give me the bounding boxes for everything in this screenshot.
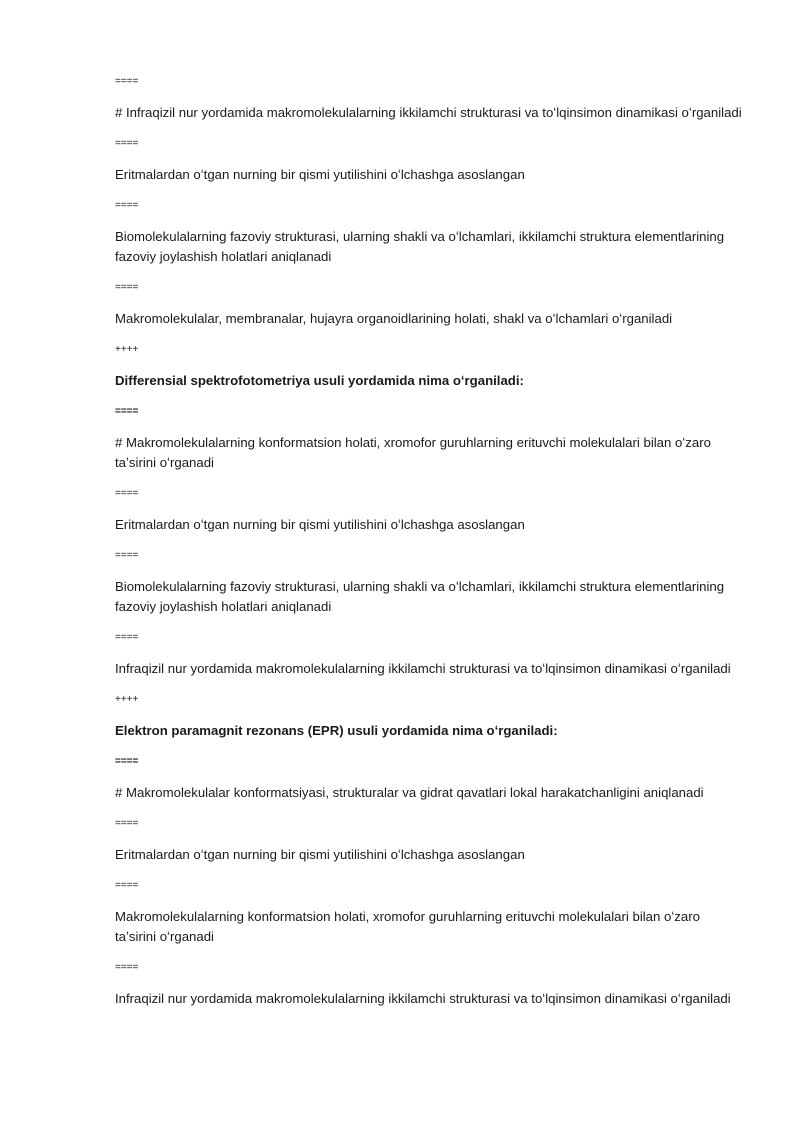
question-text: Elektron paramagnit rezonans (EPR) usuli yordamida nima oʻrganiladi: <box>115 723 558 738</box>
separator-line: ==== <box>115 632 139 643</box>
answer-option: Makromolekulalar, membranalar, hujayra organoidlarining holati, shakl va oʻlchamlari oʻrganiladi <box>115 311 673 326</box>
answer-option: Biomolekulalarning fazoviy strukturasi, ularning shakli va oʻlchamlari, ikkilamchi struktura elementlarining fazoviy joylashish holatlari aniqlanadi <box>115 579 725 614</box>
answer-option: Makromolekulalarning konformatsion holati, xromofor guruhlarning erituvchi molekulalari bilan oʻzaro taʼsirini oʻrganadi <box>115 909 700 944</box>
separator-line: ==== <box>115 550 139 561</box>
answer-option: Eritmalardan oʻtgan nurning bir qismi yutilishini oʻlchashga asoslangan <box>115 167 525 182</box>
answer-option: Eritmalardan oʻtgan nurning bir qismi yutilishini oʻlchashga asoslangan <box>115 847 525 862</box>
answer-option: Infraqizil nur yordamida makromolekulalarning ikkilamchi strukturasi va toʻlqinsimon dinamikasi oʻrganiladi <box>115 661 731 676</box>
separator-line: ==== <box>115 488 139 499</box>
separator-line: ==== <box>115 76 139 87</box>
answer-option: Eritmalardan oʻtgan nurning bir qismi yutilishini oʻlchashga asoslangan <box>115 517 525 532</box>
answer-option: Biomolekulalarning fazoviy strukturasi, ularning shakli va oʻlchamlari, ikkilamchi struktura elementlarining fazoviy joylashish holatlari aniqlanadi <box>115 229 725 264</box>
separator-line: ==== <box>115 200 139 211</box>
separator-line: ==== <box>115 756 139 767</box>
separator-line: ==== <box>115 818 139 829</box>
question-separator: ++++ <box>115 694 139 705</box>
answer-option-correct: # Makromolekulalarning konformatsion holati, xromofor guruhlarning erituvchi molekulalari bilan oʻzaro taʼsirini oʻrganadi <box>115 435 711 470</box>
answer-option-correct: # Makromolekulalar konformatsiyasi, strukturalar va gidrat qavatlari lokal harakatchanligini aniqlanadi <box>115 785 704 800</box>
separator-line: ==== <box>115 282 139 293</box>
answer-option-correct: # Infraqizil nur yordamida makromolekulalarning ikkilamchi strukturasi va toʻlqinsimon dinamikasi oʻrganiladi <box>115 105 742 120</box>
question-text: Differensial spektrofotometriya usuli yordamida nima oʻrganiladi: <box>115 373 524 388</box>
separator-line: ==== <box>115 880 139 891</box>
separator-line: ==== <box>115 138 139 149</box>
separator-line: ==== <box>115 406 139 417</box>
answer-option: Infraqizil nur yordamida makromolekulalarning ikkilamchi strukturasi va toʻlqinsimon dinamikasi oʻrganiladi <box>115 991 731 1006</box>
separator-line: ==== <box>115 962 139 973</box>
question-separator: ++++ <box>115 344 139 355</box>
